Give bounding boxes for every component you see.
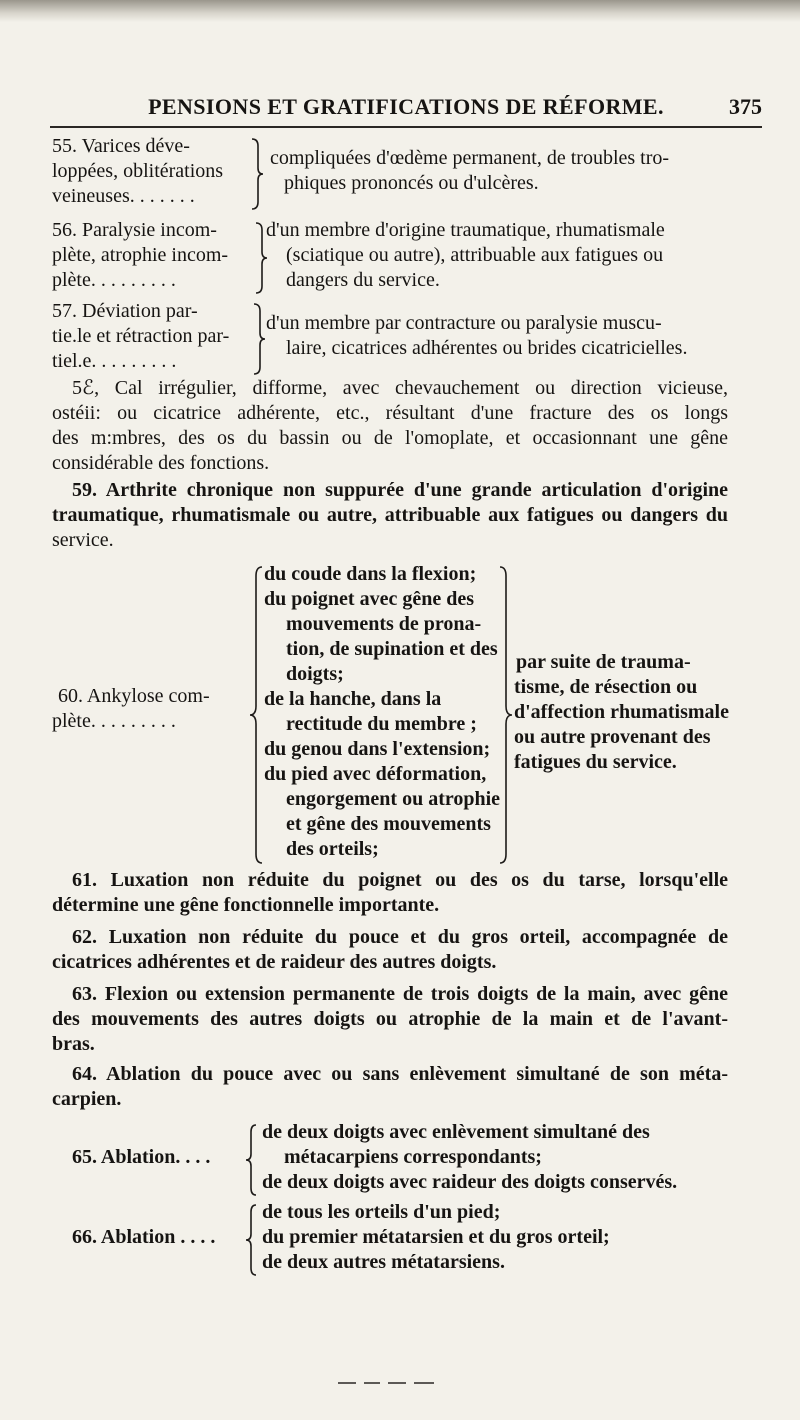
item-57-right-line: d'un membre par contracture ou paralysie muscu- <box>266 312 662 334</box>
running-header <box>50 94 762 124</box>
item-55-condition <box>52 134 252 209</box>
item-60-left-brace <box>248 566 264 864</box>
item-60-middle-line: des orteils; <box>286 838 379 860</box>
item-57 <box>52 299 742 377</box>
item-55-left-line: loppées, oblitérations <box>52 160 224 182</box>
item-55-right-line: phiques prononcés ou d'ulcères. <box>284 172 539 194</box>
item-63-line: des mouvements des autres doigts ou atrophie de la main et de l'avant- <box>52 1008 728 1030</box>
item-65-condition: 65. Ablation. . . . <box>72 1146 211 1168</box>
item-65-detail <box>262 1120 677 1195</box>
item-61 <box>52 868 728 918</box>
item-60-middle-line: engorgement ou atrophie <box>286 788 501 810</box>
item-66-right-line: de deux autres métatarsiens. <box>262 1251 505 1273</box>
item-56-right-line: (sciatique ou autre), attribuable aux fatigues ou <box>286 244 664 266</box>
item-57-detail <box>266 311 687 361</box>
item-62-line: 62. Luxation non réduite du pouce et du gros orteil, accompagnée de <box>72 926 728 948</box>
item-60-condition <box>52 684 252 734</box>
item-60-middle-line: du pied avec déformation, <box>264 763 487 785</box>
item-60-left-line: 60. Ankylose com- <box>58 685 210 707</box>
item-55-detail <box>270 146 669 196</box>
item-60-middle-line: mouvements de prona- <box>286 613 482 635</box>
item-62-line: cicatrices adhérentes et de raideur des autres doigts. <box>52 951 497 973</box>
item-55-right-line: compliquées d'œdème permanent, de troubles tro- <box>270 147 670 169</box>
item-58 <box>52 376 728 476</box>
item-57-brace <box>252 303 266 375</box>
item-66-right-line: de tous les orteils d'un pied; <box>262 1201 501 1223</box>
item-66-right-line: du premier métatarsien et du gros orteil; <box>262 1226 610 1248</box>
item-56-condition <box>52 218 252 293</box>
item-56-right-line: d'un membre d'origine traumatique, rhumatismale <box>266 219 665 241</box>
item-60-middle-line: doigts; <box>286 663 344 685</box>
item-60-right-line: par suite de trauma- <box>516 651 691 673</box>
item-61-line: 61. Luxation non réduite du poignet ou des os du tarse, lorsqu'elle <box>72 869 728 891</box>
item-60-middle-line: rectitude du membre ; <box>286 713 477 735</box>
item-60-middle-line: tion, de supination et des <box>286 638 498 660</box>
item-56-detail <box>266 218 665 293</box>
item-56-left-line: 56. Paralysie incom- <box>52 219 217 241</box>
item-58-line: des m:mbres, des os du bassin ou de l'omoplate, et occasionnant une gêne <box>52 427 728 449</box>
item-60-cause <box>514 650 742 775</box>
item-60-locations <box>264 562 504 862</box>
item-60-right-brace <box>498 566 514 864</box>
item-57-right-line: laire, cicatrices adhérentes ou brides cicatricielles. <box>286 337 688 359</box>
item-57-left-line: 57. Déviation par- <box>52 300 198 322</box>
end-ornament <box>338 1378 438 1388</box>
item-60-middle-line: du coude dans la flexion; <box>264 563 477 585</box>
item-66 <box>52 1200 742 1278</box>
item-65-right-line: de deux doigts avec raideur des doigts conservés. <box>262 1171 678 1193</box>
page-number: 375 <box>729 94 762 119</box>
item-59-line: service. <box>52 529 114 551</box>
item-57-condition <box>52 299 252 374</box>
item-60-middle-line: du genou dans l'extension; <box>264 738 491 760</box>
item-65 <box>52 1120 742 1198</box>
item-59-line: 59. Arthrite chronique non suppurée d'une grande articulation d'origine <box>72 479 728 501</box>
item-58-line: 5ℰ, Cal irrégulier, difforme, avec chevauchement ou direction vicieuse, <box>72 377 728 399</box>
item-65-right-line: de deux doigts avec enlèvement simultané des <box>262 1121 650 1143</box>
item-65-right-line: métacarpiens correspondants; <box>284 1146 542 1168</box>
item-57-left-line: tie.le et rétraction par- <box>52 325 230 347</box>
item-60 <box>52 562 742 866</box>
item-58-line: considérable des fonctions. <box>52 452 270 474</box>
item-60-right-line: d'affection rhumatismale <box>514 701 729 723</box>
header-title: PENSIONS ET GRATIFICATIONS DE RÉFORME. <box>148 94 664 119</box>
item-64 <box>52 1062 728 1112</box>
item-60-right-line: ou autre provenant des <box>514 726 711 748</box>
item-64-line: 64. Ablation du pouce avec ou sans enlèvement simultané de son méta- <box>72 1063 728 1085</box>
item-56-left-line: plète. . . . . . . . . <box>52 269 176 291</box>
item-56-left-line: plète, atrophie incom- <box>52 244 229 266</box>
item-60-middle-line: et gêne des mouvements <box>286 813 491 835</box>
item-63 <box>52 982 728 1057</box>
item-62 <box>52 925 728 975</box>
header-rule <box>50 126 762 128</box>
item-60-right-line: fatigues du service. <box>514 751 677 773</box>
item-60-left-line: plète. . . . . . . . . <box>52 710 176 732</box>
item-66-detail <box>262 1200 610 1275</box>
item-55-left-line: veineuses. . . . . . . <box>52 185 195 207</box>
item-64-line: carpien. <box>52 1088 122 1110</box>
item-58-line: ostéii: ou cicatrice adhérente, etc., résultant d'une fracture des os longs <box>52 402 728 424</box>
item-66-condition: 66. Ablation . . . . <box>72 1226 216 1248</box>
item-59 <box>52 478 728 553</box>
item-57-left-line: tiel.e. . . . . . . . . <box>52 350 177 372</box>
item-55-brace <box>250 138 264 210</box>
item-66-brace <box>244 1204 258 1276</box>
item-63-line: bras. <box>52 1033 95 1055</box>
item-65-brace <box>244 1124 258 1196</box>
item-55 <box>52 134 742 212</box>
item-60-middle-line: du poignet avec gêne des <box>264 588 474 610</box>
item-60-right-line: tisme, de résection ou <box>514 676 698 698</box>
item-63-line: 63. Flexion ou extension permanente de trois doigts de la main, avec gêne <box>72 983 728 1005</box>
item-60-middle-line: de la hanche, dans la <box>264 688 442 710</box>
item-61-line: détermine une gêne fonctionnelle importante. <box>52 894 440 916</box>
item-56-right-line: dangers du service. <box>286 269 440 291</box>
item-56 <box>52 218 742 296</box>
page-edge-shadow <box>0 0 800 22</box>
item-59-line: traumatique, rhumatismale ou autre, attribuable aux fatigues ou dangers du <box>52 504 728 526</box>
item-55-left-line: 55. Varices déve- <box>52 135 190 157</box>
